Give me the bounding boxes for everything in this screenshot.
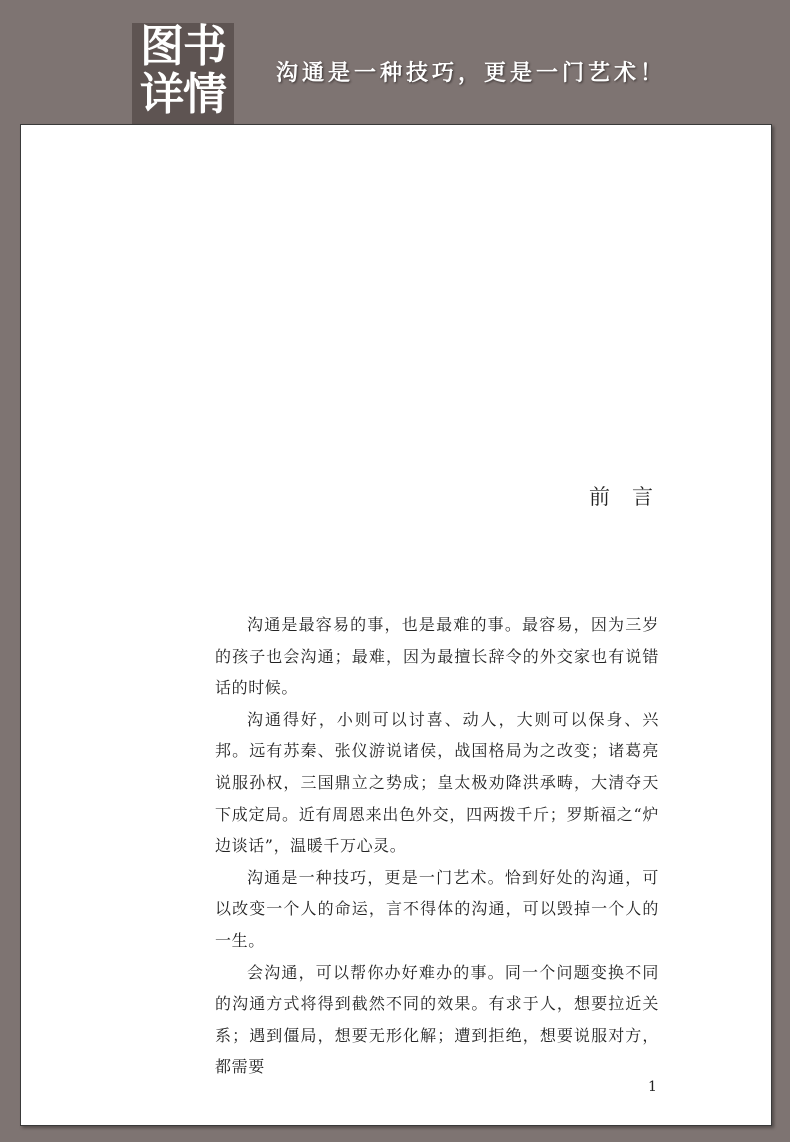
paragraph: 沟通是一种技巧，更是一门艺术。恰到好处的沟通，可以改变一个人的命运，言不得体的沟通，可以毁掉一个人的一生。 — [215, 867, 659, 950]
paragraph: 会沟通，可以帮你办好难办的事。同一个问题变换不同的沟通方式将得到截然不同的效果。有求于人，想要拉近关系；遇到僵局，想要无形化解；遭到拒绝，想要说服对方，都需要 — [215, 962, 659, 1077]
paragraph: 沟通得好，小则可以讨喜、动人，大则可以保身、兴邦。远有苏秦、张仪游说诸侯，战国格局为之改变；诸葛亮说服孙权，三国鼎立之势成；皇太极劝降洪承畴，大清夺天下成定局。近有周恩来出色外交，四两拨千斤；罗斯福之“炉边谈话”，温暖千万心灵。 — [215, 709, 659, 856]
page-number: 1 — [648, 1079, 657, 1095]
paragraph: 沟通是最容易的事，也是最难的事。最容易，因为三岁的孩子也会沟通；最难，因为最擅长辞令的外交家也有说错话的时候。 — [215, 615, 659, 698]
preface-body — [215, 609, 659, 1083]
page-title: 前言 — [589, 485, 675, 509]
header-slogan: 沟通是一种技巧，更是一门艺术！ — [276, 61, 667, 86]
badge-line-2: 详情 — [140, 69, 226, 120]
book-page — [20, 124, 772, 1126]
book-details-badge — [132, 23, 234, 125]
badge-line-1: 图书 — [140, 23, 226, 72]
